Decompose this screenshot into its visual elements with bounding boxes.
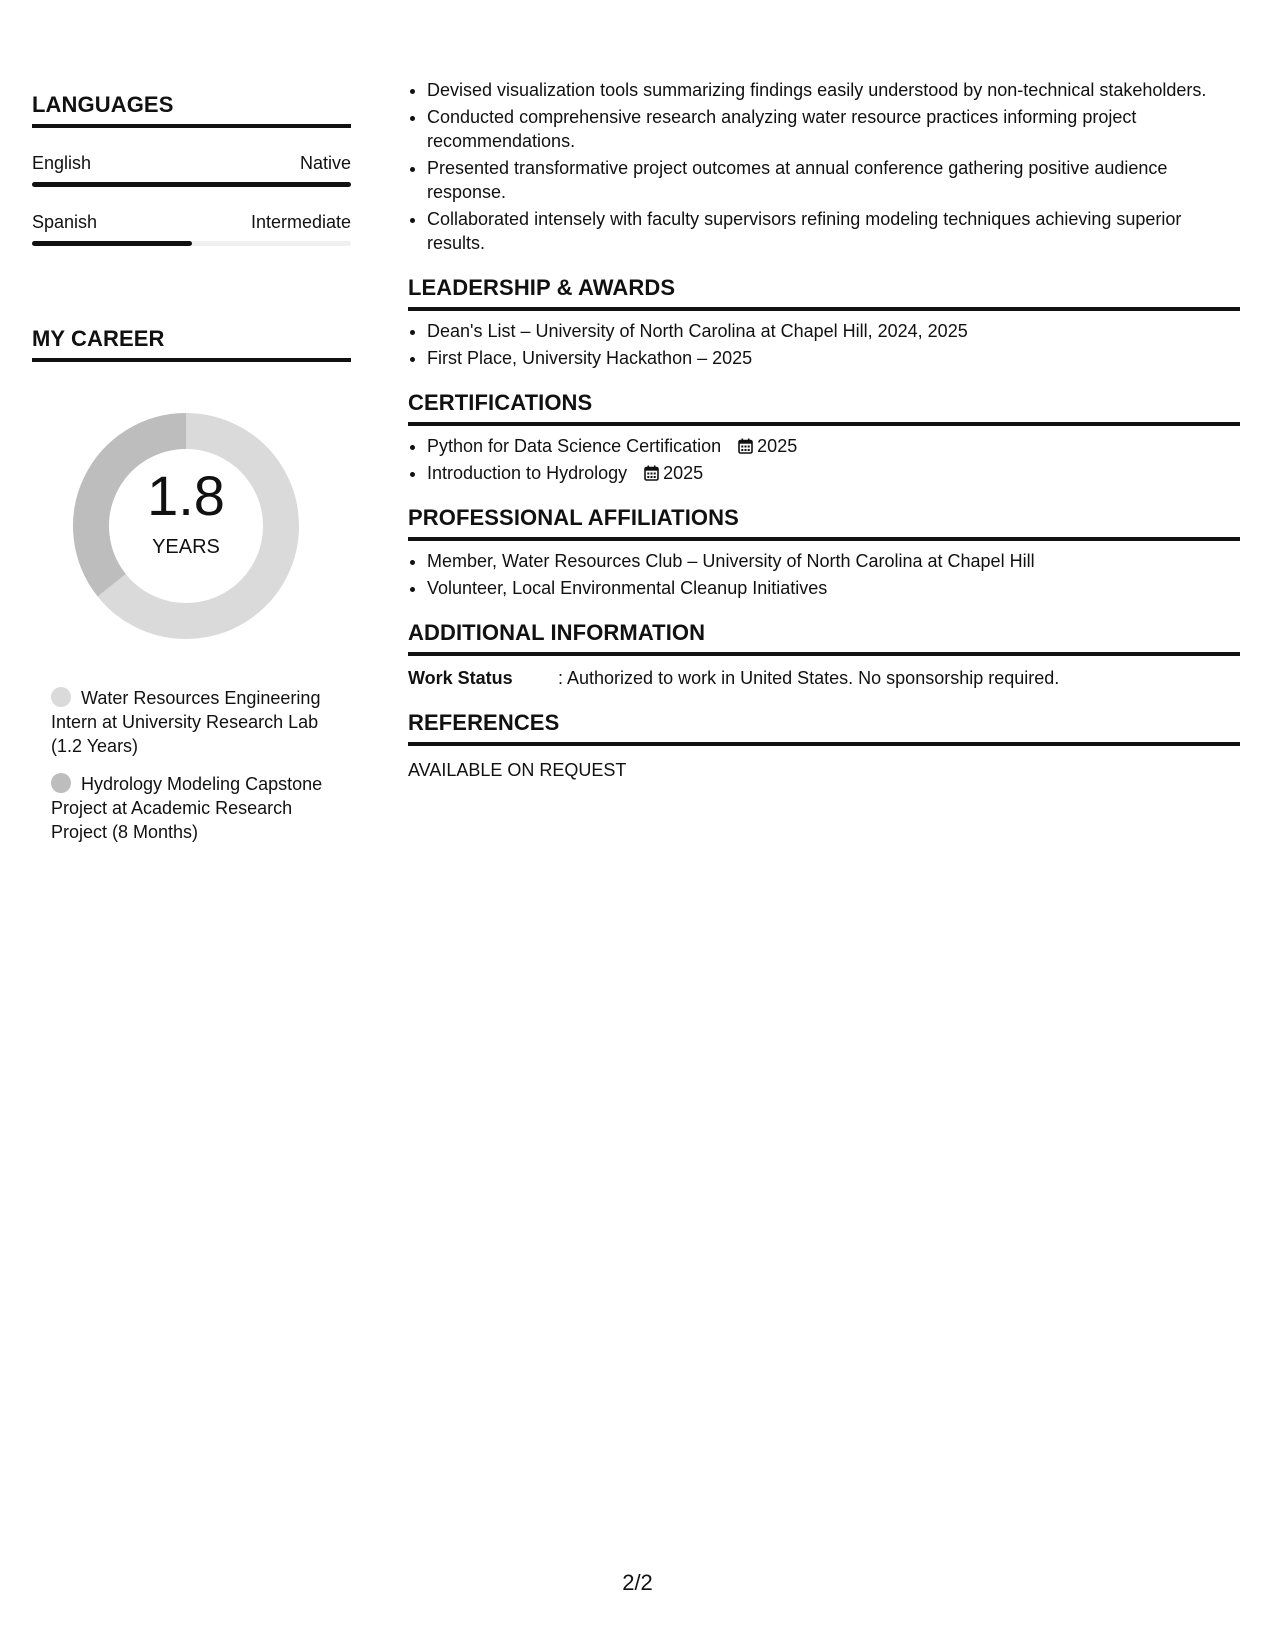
language-proficiency-fill (32, 241, 192, 246)
language-proficiency-bar (32, 241, 351, 246)
list-item: • Dean's List – University of North Carolina at Chapel Hill, 2024, 2025 (427, 319, 1240, 343)
leadership-title: LEADERSHIP & AWARDS (408, 275, 676, 300)
languages-section (32, 92, 351, 246)
language-level: Intermediate (250, 212, 351, 232)
career-title: MY CAREER (32, 326, 165, 351)
list-item (427, 461, 1240, 485)
career-legend (51, 686, 331, 844)
certification-year: 2025 (663, 463, 704, 483)
section-divider (408, 537, 1240, 541)
work-status-value: : Authorized to work in United States. No sponsorship required. (558, 668, 1060, 688)
references-section (408, 710, 1240, 782)
list-item: • Presented transformative project outcomes at annual conference gathering positive audience response. (427, 156, 1240, 204)
leadership-section (408, 275, 1240, 370)
career-total-unit: YEARS (152, 536, 220, 558)
legend-item (51, 686, 331, 758)
legend-dot-icon (51, 773, 71, 793)
languages-title: LANGUAGES (32, 92, 174, 117)
section-divider (408, 652, 1240, 656)
additional-info-title: ADDITIONAL INFORMATION (408, 620, 706, 645)
career-donut-chart (66, 406, 306, 646)
page-number: 2/2 (622, 1570, 653, 1595)
calendar-icon (644, 465, 659, 481)
section-divider (408, 422, 1240, 426)
certification-name: Python for Data Science Certification (427, 436, 722, 456)
language-name: Spanish (32, 212, 98, 232)
additional-info-section (408, 620, 1240, 690)
language-item (32, 211, 351, 246)
language-level: Native (299, 153, 351, 173)
calendar-icon (738, 438, 753, 454)
career-total-years: 1.8 (147, 464, 225, 527)
legend-label: Hydrology Modeling Capstone Project at Academic Research Project (8 Months) (51, 774, 323, 842)
certification-name: Introduction to Hydrology (427, 463, 628, 483)
certifications-title: CERTIFICATIONS (408, 390, 593, 415)
career-section (32, 326, 351, 844)
legend-item (51, 772, 331, 844)
section-divider (408, 742, 1240, 746)
left-column (32, 92, 351, 858)
legend-label: Water Resources Engineering Intern at University Research Lab (1.2 Years) (51, 688, 321, 756)
work-status-label: Work Status (408, 668, 513, 688)
language-proficiency-fill (32, 182, 351, 187)
affiliations-section (408, 505, 1240, 600)
language-name: English (32, 153, 92, 173)
certifications-section (408, 390, 1240, 485)
references-text: AVAILABLE ON REQUEST (408, 760, 627, 780)
list-item: • Member, Water Resources Club – University of North Carolina at Chapel Hill (427, 549, 1240, 573)
list-item: • Conducted comprehensive research analyzing water resource practices informing project recommendations. (427, 105, 1240, 153)
list-item: • Collaborated intensely with faculty supervisors refining modeling techniques achieving superior results. (427, 207, 1240, 255)
section-divider (32, 124, 351, 128)
list-item (427, 434, 1240, 458)
list-item: • Volunteer, Local Environmental Cleanup Initiatives (427, 576, 1240, 600)
list-item: • First Place, University Hackathon – 2025 (427, 346, 1240, 370)
certification-year: 2025 (757, 436, 798, 456)
right-column (408, 78, 1240, 782)
references-title: REFERENCES (408, 710, 560, 735)
language-item (32, 152, 351, 187)
work-status-row (408, 666, 1240, 690)
legend-dot-icon (51, 687, 71, 707)
section-divider (32, 358, 351, 362)
affiliations-title: PROFESSIONAL AFFILIATIONS (408, 505, 739, 530)
section-divider (408, 307, 1240, 311)
list-item: • Devised visualization tools summarizing findings easily understood by non-technical stakeholders. (427, 78, 1240, 102)
language-proficiency-bar (32, 182, 351, 187)
experience-bullets (408, 78, 1240, 255)
